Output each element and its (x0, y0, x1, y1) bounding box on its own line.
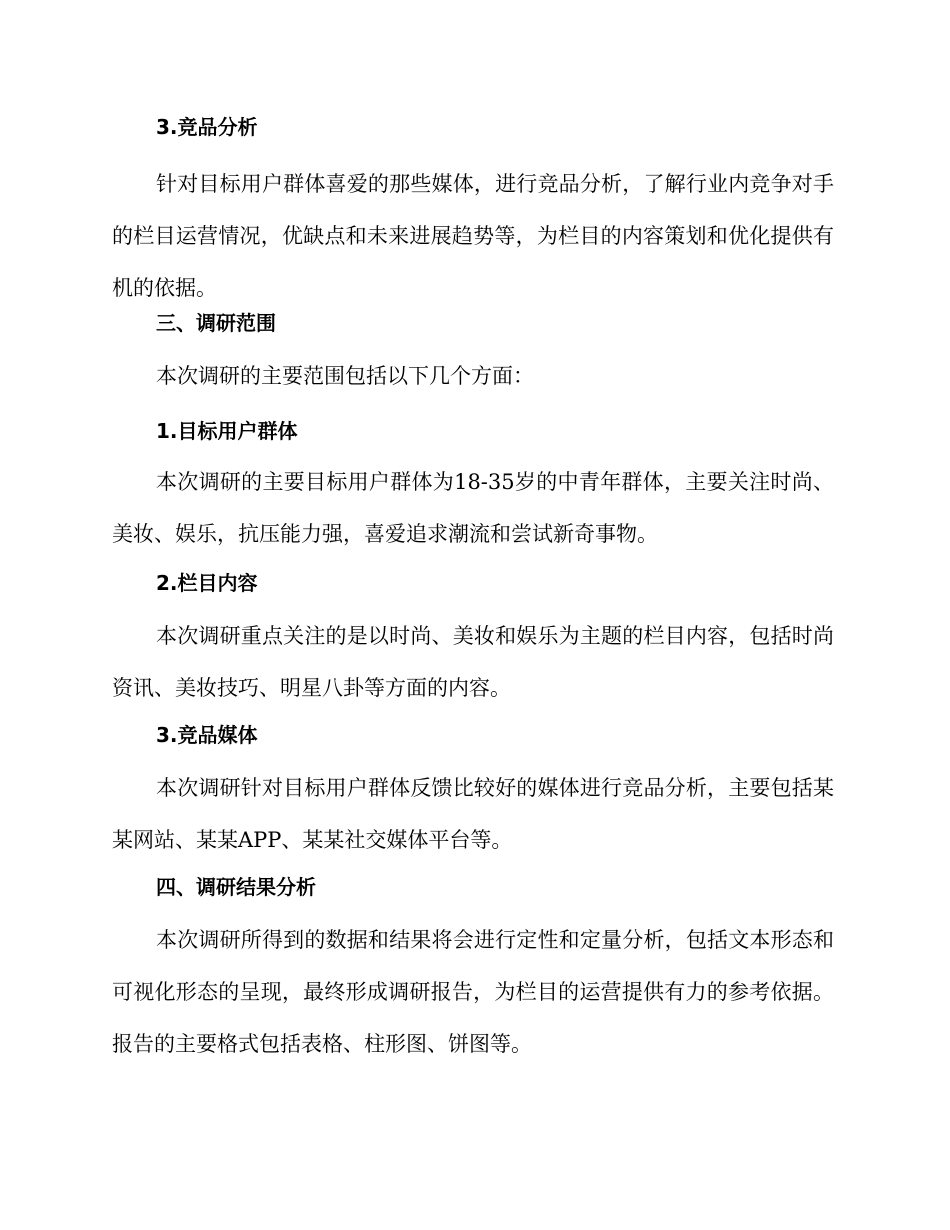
section-heading-result-analysis: 四、调研结果分析 (156, 875, 316, 899)
paragraph-competitor-media: 本次调研针对目标用户群体反馈比较好的媒体进行竞品分析，主要包括某某网站、某某APP、某某社交媒体平台等。 (112, 776, 834, 852)
paragraph-target-users: 本次调研的主要目标用户群体为18-35岁的中青年群体，主要关注时尚、美妆、娱乐，抗压能力强，喜爱追求潮流和尝试新奇事物。 (112, 470, 834, 546)
section-heading-competitor-media: 3.竞品媒体 (156, 723, 258, 747)
paragraph-competitor-analysis: 针对目标用户群体喜爱的那些媒体，进行竞品分析，了解行业内竞争对手的栏目运营情况，优缺点和未来进展趋势等，为栏目的内容策划和优化提供有机的依据。 (112, 172, 834, 300)
section-heading-competitor-analysis: 3.竞品分析 (156, 115, 258, 139)
paragraph-result-analysis: 本次调研所得到的数据和结果将会进行定性和定量分析，包括文本形态和可视化形态的呈现，最终形成调研报告，为栏目的运营提供有力的参考依据。报告的主要格式包括表格、柱形图、饼图等。 (112, 928, 834, 1056)
section-heading-target-users: 1.目标用户群体 (156, 419, 298, 443)
section-heading-research-scope: 三、调研范围 (156, 311, 276, 335)
paragraph-research-scope-intro: 本次调研的主要范围包括以下几个方面： (156, 364, 534, 388)
paragraph-column-content: 本次调研重点关注的是以时尚、美妆和娱乐为主题的栏目内容，包括时尚资讯、美妆技巧、明星八卦等方面的内容。 (112, 624, 834, 700)
section-heading-column-content: 2.栏目内容 (156, 571, 258, 595)
